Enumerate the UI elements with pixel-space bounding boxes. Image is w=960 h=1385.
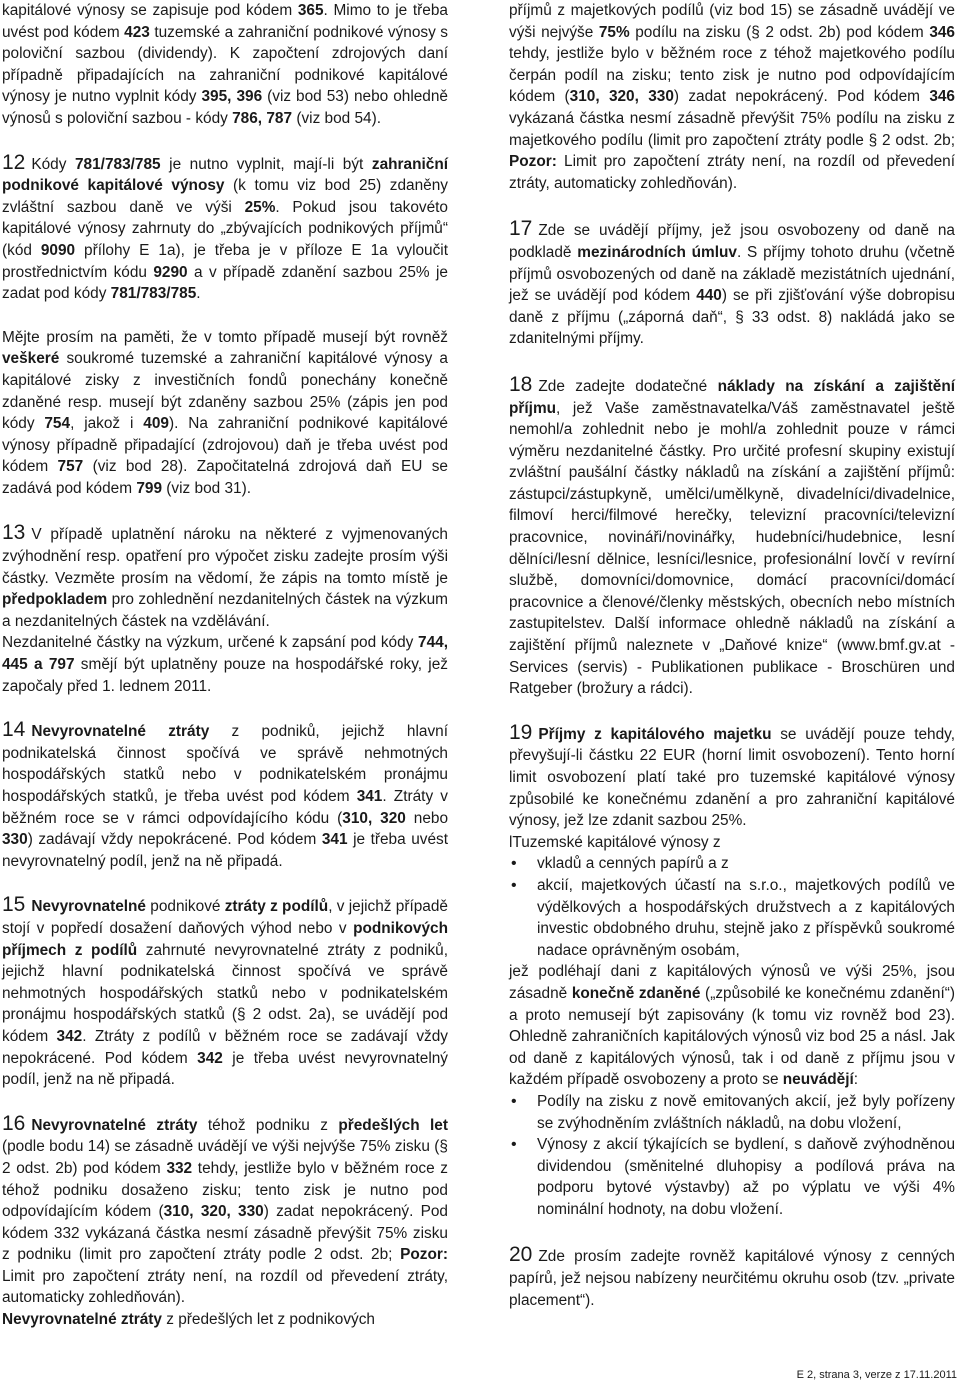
bold-text: předešlých let <box>338 1116 448 1134</box>
bold-text: Příjmy z kapitálového majetku <box>538 725 772 743</box>
list-item: • akcií, majetkových účastí na s.r.o., majetkových podílů ve výdělkových a hospodářských družstvech a z kapitálových investic obdobného druhu, stejně jako z příspěvků soukromé nadace oprávněným osobám, <box>509 875 955 961</box>
section-19-lead: lTuzemské kapitálové výnosy z <box>509 833 721 851</box>
bold-text: 342 <box>56 1027 83 1045</box>
bold-text: 365 <box>297 2 324 19</box>
section-number: 15 <box>2 893 26 917</box>
left-column <box>2 0 448 1331</box>
bold-text: neuvádějí <box>782 1071 854 1089</box>
list-item: • vkladů a cenných papírů a z <box>509 853 955 875</box>
right-column <box>509 0 955 1311</box>
bold-text: 757 <box>57 458 84 476</box>
bold-text: 332 <box>166 1159 193 1177</box>
section-12 <box>2 152 448 305</box>
section-19-exempt-list <box>509 1091 955 1221</box>
section-12-note: Mějte prosím na paměti, že v tomto případě musejí být rovněž veškeré soukromé tuzemské a zahraniční kapitálové výnosy a kapitálové zisky z investičních fondů ponechány konečně zdaněné resp. musejí být zdaněny sazbou 25% (zápis jen pod kódy 754, jakož i 409). Na zahraniční podnikové kapitálové výnosy případně připadající (zdrojovou) daň je třeba uvést pod kódem 757 (viz bod 28). Započitatelná zdrojová daň EU se zadává pod kódem 799 (viz bod 31). <box>2 328 448 497</box>
bold-text: 781/783/785 <box>75 155 161 173</box>
bold-text: Pozor: <box>509 153 557 171</box>
bold-text: veškeré <box>2 350 60 368</box>
bold-text: 310, 320 <box>342 809 406 827</box>
section-text: Zde zadejte dodatečné náklady na získání a zajištění příjmu, jež Vaše zaměstnavatelka/Váš zaměstnavatel ještě nemohl/a zohlednit nebo je mohl/a zohlednit pouze v rámci výměru nezdanitelné částky. Pro určité profesní skupiny existují zvláštní paušální částky nákladů na získání a zajištění příjmů: zástupci/zástupkyně, umělci/umělkyně, divadelníci/divadelnice, filmoví herci/filmové herečky, televizní pracovníci/televizní pracovnice, novináři/novinářky, hudebníci/hudebnice, lesní dělníci/lesní dělnice, lesníci/lesnice, profesionální lovčí v revírní službě, domovníci/domovnice, domácí pracovníci/domácí pracovnice a členové/členky městských, obecních nebo místních zastupitelstev. Další informace ohledně nákladů na získání a zajištění příjmů naleznete v „Daňové knize“ (www.bmf.gv.at - Services (servis) - Publikationen publikace - Broschüren und Ratgeber (brožury a rádci). <box>509 377 955 698</box>
bold-text: 781/783/785 <box>110 285 197 303</box>
bold-text: Nevyrovnatelné ztráty <box>31 1116 198 1134</box>
section-18 <box>509 374 955 700</box>
bold-text: 310, 320, 330 <box>569 88 674 106</box>
bold-text: ztráty z podílů <box>224 898 329 916</box>
bold-text: 395, 396 <box>201 88 263 106</box>
section-number: 13 <box>2 521 26 545</box>
section-16-note: Nevyrovnatelné ztráty z předešlých let z podnikových <box>2 1311 375 1329</box>
section-13 <box>2 522 448 632</box>
list-item: • Výnosy z akcií týkajících se bydlení, s daňově zvýhodněnou dividendou (směnitelné dluhopisy a podílová práva na podporu bytové výstavby) až po výplatu ve výši 4% nominální hodnoty, na dobu vložení. <box>509 1134 955 1220</box>
section-15 <box>2 894 448 1090</box>
bold-text: 341 <box>356 788 383 805</box>
bold-text: konečně zdaněné <box>571 984 701 1002</box>
bold-text: 310, 320, 330 <box>163 1203 264 1221</box>
bold-text: Nevyrovnatelné <box>31 898 146 916</box>
section-text: V případě uplatnění nároku na některé z vyjmenovaných zvýhodnění resp. opatření pro výpočet zisku zadejte prosím výši částky. Vezměte prosím na vědomí, že zápis na tomto místě je předpokladem pro zohlednění nezdanitelných částek na výzkum a nezdanitelných částek na vzdělávání. <box>2 526 448 630</box>
section-17 <box>509 218 955 350</box>
bold-text: zahraniční podnikové kapitálové výnosy <box>2 155 448 195</box>
bold-text: náklady na získání a zajištění příjmu <box>509 377 955 417</box>
bold-text: 342 <box>197 1049 223 1067</box>
continued-paragraph: příjmů z majetkových podílů (viz bod 15) se zásadně uvádějí ve výši nejvýše 75% podílu na zisku (§ 2 odst. 2b) pod kódem 346 tehdy, jestliže bylo v běžném roce z téhož majetkového podílu čerpán podíl na zisku; tento zisk je nutno pod odpovídajícím kódem (310, 320, 330) zadat nepokrácený. Pod kódem 346 vykázaná částka nesmí zásadně převýšit 75% podílu na zisku z majetkového podílu (limit pro započtení ztráty podle § 2 odst. 2b; Pozor: Limit pro započtení ztráty není, na rozdíl od převedení ztráty, automaticky zohledňován). <box>509 2 955 192</box>
bold-text: podnikových příjmech z podílů <box>2 919 448 959</box>
bold-text: 744, 445 a 797 <box>2 634 448 674</box>
section-number: 18 <box>509 372 533 396</box>
bold-text: Nevyrovnatelné ztráty <box>31 723 210 741</box>
section-number: 12 <box>2 150 26 174</box>
section-14 <box>2 719 448 872</box>
bold-text: 423 <box>124 23 150 41</box>
bold-text: 9090 <box>40 241 76 259</box>
bold-text: mezinárodních úmluv <box>577 243 737 261</box>
bold-text: 786, 787 <box>232 109 293 127</box>
bold-text: 799 <box>136 479 163 497</box>
section-number: 20 <box>509 1243 533 1267</box>
bold-text: 754 <box>44 415 71 433</box>
bold-text: Nevyrovnatelné ztráty <box>2 1311 162 1329</box>
section-number: 19 <box>509 720 533 744</box>
section-number: 17 <box>509 217 533 241</box>
section-19-list <box>509 853 955 961</box>
bold-text: předpokladem <box>2 591 108 609</box>
section-text: Kódy 781/783/785 je nutno vyplnit, mají-li být zahraniční podnikové kapitálové výnosy (k tomu viz bod 25) zdaněny zvláštní sazbou daně ve výši 25%. Pokud jsou takovéto kapitálové výnosy zahrnuty do „zbývajících podnikových příjmů“ (kód 9090 přílohy E 1a), je třeba je v příloze E 1a vyloučit prostřednictvím kódu 9290 a v případě zdanění sazbou 25% je zadat pod kódy 781/783/785. <box>2 155 448 303</box>
section-13-note: Nezdanitelné částky na výzkum, určené k zapsání pod kódy 744, 445 a 797 smějí být uplatněny pouze na hospodářské roky, jež započaly před 1. lednem 2011. <box>2 634 448 695</box>
section-text: Zde se uvádějí příjmy, jež jsou osvobozeny od daně na podkladě mezinárodních úmluv. S příjmy tohoto druhu (včetně příjmů osvobozených od daně na základě mezistátních ujednání, jež se uvádějí pod kódem 440) se při zjišťování výše dobropisu daně z příjmu („záporná daň“, § 33 odst. 8) nakládá jako se zdanitelnými příjmy. <box>509 222 955 348</box>
section-20 <box>509 1244 955 1311</box>
section-text: Nevyrovnatelné podnikové ztráty z podílů, v jejichž případě stojí v popředí dosažení daňových výhod nebo v podnikových příjmech z podílů zahrnuté nevyrovnatelné ztráty z podniků, jejichž hlavní podnikatelská činnost spočívá ve správě nehmotných hospodářských statků nebo v podnikatelském pronájmu hospodářských statků (§ 2 odst. 2a), se uvádějí pod kódem 342. Ztráty z podílů v běžném roce se zadávají vždy nepokrácené. Pod kódem 342 je třeba uvést nevyrovnatelný podíl, jenž na ně připadá. <box>2 898 448 1089</box>
bold-text: Pozor: <box>400 1246 448 1264</box>
page-footer: E 2, strana 3, verze z 17.11.2011 <box>796 1369 957 1381</box>
section-text: Zde prosím zadejte rovněž kapitálové výnosy z cenných papírů, jež nejsou nabízeny neurčitému okruhu osob (tzv. „private placement“). <box>509 1248 955 1309</box>
section-number: 16 <box>2 1111 26 1135</box>
list-item: • Podíly na zisku z nově emitovaných akcií, jež byly pořízeny se zvýhodněním zvláštních nákladů, na dobu vložení, <box>509 1091 955 1134</box>
bold-text: 409 <box>143 415 169 433</box>
bold-text: 9290 <box>153 263 188 281</box>
bold-text: 341 <box>321 831 348 849</box>
bold-text: 440 <box>696 287 722 305</box>
section-number: 14 <box>2 718 26 742</box>
bold-text: 346 <box>929 88 955 106</box>
bold-text: 330 <box>2 831 28 849</box>
section-19-body: jež podléhají dani z kapitálových výnosů ve výši 25%, jsou zásadně konečně zdaněné („způsobilé ke konečnému zdanění“) a proto nemusejí být zapisovány (k tomu viz rovněž bod 23). Ohledně zahraničních kapitálových výnosů viz bod 25 a násl. Jak od daně z kapitálových výnosů, tak i od daně z příjmu jsou v každém případě osvobozeny a proto se neuvádějí: <box>509 963 956 1089</box>
section-19 <box>509 722 955 832</box>
section-16 <box>2 1113 448 1309</box>
bold-text: 75% <box>598 23 630 41</box>
bold-text: 346 <box>929 23 955 41</box>
section-text: Nevyrovnatelné ztráty z podniků, jejichž hlavní podnikatelská činnost spočívá ve správě nehmotných hospodářských statků nebo v podnikatelském pronájmu hospodářských statků, je třeba uvést pod kódem 341. Ztráty v běžném roce se v rámci odpovídajícího kódu (310, 320 nebo 330) zadávají vždy nepokrácené. Pod kódem 341 je třeba uvést nevyrovnatelný podíl, jenž na ně připadá. <box>2 723 449 870</box>
section-text: Příjmy z kapitálového majetku se uvádějí pouze tehdy, převyšují-li částku 22 EUR (horní limit osvobození). Tento horní limit osvobození platí také pro tuzemské kapitálové výnosy způsobilé ke konečnému zdanění a pro zahraniční kapitálové výnosy, jež lze zdanit sazbou 25%. <box>509 725 955 830</box>
bold-text: 25% <box>244 198 276 216</box>
section-text: Nevyrovnatelné ztráty téhož podniku z předešlých let (podle bodu 14) se zásadně uvádějí ve výši nejvýše 75% zisku (§ 2 odst. 2b) pod kódem 332 tehdy, jestliže bylo v běžném roce z téhož podniku dosaženo zisku; tento zisk je nutno pod odpovídajícím kódem (310, 320, 330) zadat nepokrácený. Pod kódem 332 vykázaná částka nesmí zásadně převýšit 75% zisku z podniku (limit pro započtení ztráty podle 2 odst. 2b; Pozor: Limit pro započtení ztráty není, na rozdíl od převedení ztráty, automaticky zohledňován). <box>2 1116 448 1307</box>
intro-paragraph: kapitálové výnosy se zapisuje pod kódem 365. Mimo to je třeba uvést pod kódem 423 tuzemské a zahraniční podnikové výnosy s poloviční sazbou (dividendy). K započtení zdrojových daní případně připadajících na zahraniční podnikové kapitálové výnosy je nutno vyplnit kódy 395, 396 (viz bod 53) nebo ohledně výnosů s poloviční sazbou - kódy 786, 787 (viz bod 54). <box>2 2 448 127</box>
